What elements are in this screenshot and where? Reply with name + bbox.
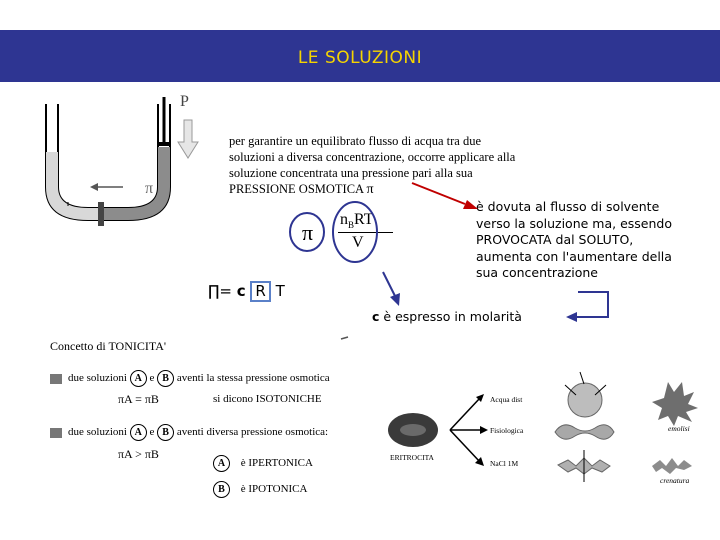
row2-text2: aventi diversa pressione osmotica: bbox=[176, 426, 329, 439]
equation-numerator: n bbox=[340, 211, 348, 228]
hypotonic-row bbox=[213, 481, 307, 498]
circle-b: B bbox=[157, 424, 174, 441]
tonicity-row-isotonic bbox=[50, 370, 330, 387]
pi-label-tube: π bbox=[145, 180, 154, 197]
nacl-label: NaCl 1M bbox=[490, 459, 519, 468]
osmotic-text: per garantire un equilibrato flusso di acqua tra due soluzioni a diversa concentrazione, occorre applicare alla soluzione concentrata una pressione pari alla sua PRESSIONE OSMOTICA bbox=[229, 134, 516, 196]
equation-rt: RT bbox=[354, 211, 374, 228]
circle-a: A bbox=[130, 424, 147, 441]
emolisi-label: emolisi bbox=[668, 424, 690, 433]
row1-and: e bbox=[149, 372, 155, 385]
circle-a: A bbox=[213, 455, 230, 472]
erythrocyte-label: ERITROCITA bbox=[390, 453, 434, 462]
hypertonic-text: è IPERTONICA bbox=[240, 457, 313, 470]
circle-b: B bbox=[157, 370, 174, 387]
physiologic-label: Fisiologica bbox=[490, 426, 524, 435]
row1-text1: due soluzioni bbox=[68, 372, 127, 385]
row2-text1: due soluzioni bbox=[68, 426, 127, 439]
formula-t: T bbox=[275, 282, 285, 300]
hypotonic-text: è IPOTONICA bbox=[240, 483, 308, 496]
water-label: Acqua dist bbox=[490, 395, 523, 404]
equation-pi: π bbox=[302, 220, 314, 245]
tonicity-title: Concetto di TONICITA' bbox=[50, 339, 167, 353]
circle-a: A bbox=[130, 370, 147, 387]
formula-c: c bbox=[236, 282, 246, 300]
crenatura-label: crenatura bbox=[660, 476, 690, 485]
row1-text2: aventi la stessa pressione osmotica bbox=[176, 372, 330, 385]
isotonic-equation: πA = πB bbox=[118, 392, 159, 406]
pressure-label: P bbox=[180, 93, 189, 110]
different-equation: πA > πB bbox=[118, 447, 159, 461]
equation-denominator: V bbox=[352, 234, 364, 251]
row2-and: e bbox=[149, 426, 155, 439]
bullet-icon bbox=[50, 374, 62, 384]
erythrocyte-illustration bbox=[380, 370, 710, 510]
isotonic-result: si dicono ISOTONICHE bbox=[213, 393, 322, 405]
circle-b: B bbox=[213, 481, 230, 498]
formula-r: R bbox=[250, 281, 270, 302]
osmotic-pi: π bbox=[366, 182, 374, 197]
page-title: LE SOLUZIONI bbox=[297, 48, 423, 68]
formula-pi: ∏= bbox=[208, 282, 232, 300]
hypertonic-row bbox=[213, 455, 313, 472]
tonicity-row-different bbox=[50, 424, 328, 441]
concentration-note: è dovuta al flusso di solvente verso la soluzione ma, essendo PROVOCATA dal SOLUTO, aumenta con l'aumentare della sua concentrazione bbox=[476, 199, 672, 280]
bullet-icon bbox=[50, 428, 62, 438]
equation-subscript: B bbox=[348, 220, 355, 231]
molarity-text: è espresso in molarità bbox=[383, 309, 522, 324]
molarity-c: c bbox=[372, 309, 380, 324]
